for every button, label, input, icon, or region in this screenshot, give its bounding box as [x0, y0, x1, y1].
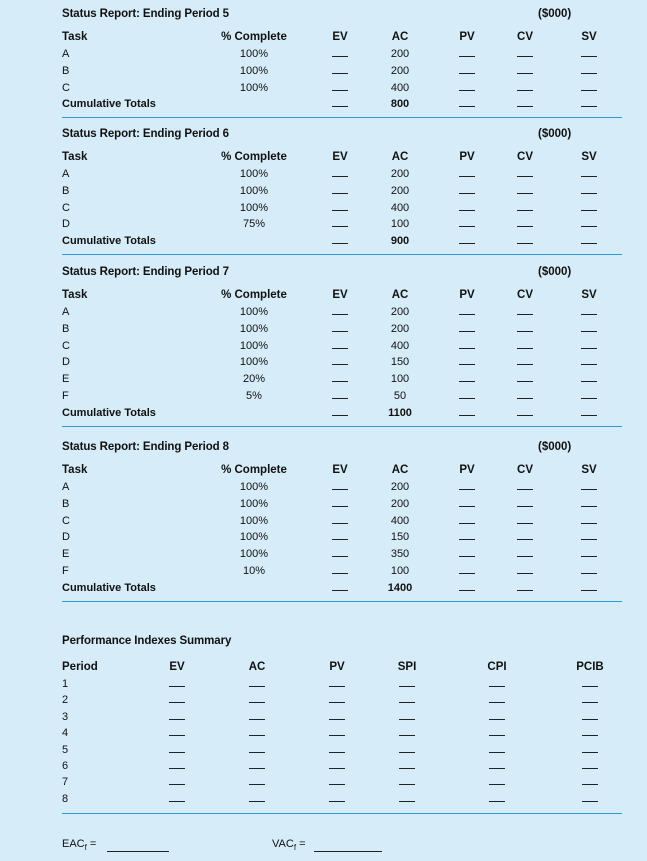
eac-forecast-equals: =	[86, 838, 97, 850]
blank-sv-line[interactable]	[581, 348, 597, 349]
blank-cv-line[interactable]	[517, 226, 533, 227]
blank-cv-line[interactable]	[517, 539, 533, 540]
header-pv: PV	[459, 31, 475, 43]
blank-pv-line[interactable]	[459, 243, 475, 244]
percent-complete: 75%	[242, 218, 266, 231]
header-cv: CV	[517, 31, 533, 43]
blank-cv-line[interactable]	[517, 243, 533, 244]
blank-cpi-line[interactable]	[489, 686, 505, 687]
summary-header-period: Period	[62, 661, 98, 673]
blank-ev-line[interactable]	[332, 573, 348, 574]
blank-pcib-line[interactable]	[582, 784, 598, 785]
blank-sv-line[interactable]	[581, 415, 597, 416]
blank-spi-line[interactable]	[399, 801, 415, 802]
blank-sv-line[interactable]	[581, 489, 597, 490]
blank-pv-line[interactable]	[329, 686, 345, 687]
blank-sv-line[interactable]	[581, 556, 597, 557]
blank-sv-line[interactable]	[581, 243, 597, 244]
percent-complete: 100%	[239, 48, 269, 60]
blank-cv-line[interactable]	[517, 590, 533, 591]
blank-ev-line[interactable]	[332, 506, 348, 507]
task-name: F	[62, 565, 69, 577]
cumulative-ac-total: 900	[390, 235, 410, 248]
report-title: Status Report: Ending Period 7	[62, 266, 229, 278]
blank-sv-line[interactable]	[581, 56, 597, 57]
percent-complete: 100%	[239, 497, 269, 510]
period-number: 4	[62, 727, 69, 740]
blank-pv-line[interactable]	[329, 784, 345, 785]
period-number: 8	[62, 792, 69, 805]
header-ac: AC	[391, 289, 409, 301]
cumulative-ac-total: 1400	[387, 581, 413, 594]
blank-spi-line[interactable]	[399, 768, 415, 769]
percent-complete: 100%	[239, 184, 269, 197]
blank-cpi-line[interactable]	[489, 735, 505, 736]
blank-ev-line[interactable]	[332, 415, 348, 416]
actual-cost-value: 100	[390, 218, 410, 231]
blank-pv-line[interactable]	[329, 702, 345, 703]
section-divider	[62, 426, 622, 427]
blank-ac-line[interactable]	[249, 752, 265, 753]
performance-indexes-summary	[62, 635, 622, 825]
actual-cost-value: 200	[390, 481, 410, 493]
blank-pcib-line[interactable]	[582, 752, 598, 753]
blank-pv-line[interactable]	[329, 768, 345, 769]
blank-sv-line[interactable]	[581, 90, 597, 91]
vac-forecast-label: VAC	[272, 838, 294, 850]
blank-cv-line[interactable]	[517, 331, 533, 332]
section-divider	[62, 117, 622, 118]
blank-cv-line[interactable]	[517, 73, 533, 74]
actual-cost-value: 50	[393, 390, 407, 402]
percent-complete: 100%	[239, 64, 269, 77]
blank-sv-line[interactable]	[581, 573, 597, 574]
blank-ev-line[interactable]	[332, 348, 348, 349]
actual-cost-value: 200	[390, 64, 410, 77]
actual-cost-value: 200	[390, 306, 410, 318]
blank-ev-line[interactable]	[169, 784, 185, 785]
percent-complete: 100%	[239, 81, 269, 94]
period-number: 3	[62, 710, 69, 723]
blank-ac-line[interactable]	[249, 784, 265, 785]
blank-ev-line[interactable]	[169, 735, 185, 736]
blank-sv-line[interactable]	[581, 73, 597, 74]
vac-forecast-subscript: f	[293, 843, 297, 853]
blank-cv-line[interactable]	[517, 523, 533, 524]
blank-sv-line[interactable]	[581, 314, 597, 315]
task-name: B	[62, 184, 70, 197]
cumulative-totals-label: Cumulative Totals	[62, 98, 156, 111]
blank-ac-line[interactable]	[249, 801, 265, 802]
actual-cost-value: 400	[390, 339, 410, 352]
blank-sv-line[interactable]	[581, 590, 597, 591]
blank-pcib-line[interactable]	[582, 686, 598, 687]
actual-cost-value: 200	[390, 322, 410, 335]
blank-pv-line[interactable]	[459, 415, 475, 416]
blank-cv-line[interactable]	[517, 489, 533, 490]
percent-complete: 100%	[239, 548, 269, 561]
blank-ac-line[interactable]	[249, 702, 265, 703]
header-pv: PV	[459, 151, 475, 163]
blank-sv-line[interactable]	[581, 398, 597, 399]
blank-pv-line[interactable]	[459, 590, 475, 591]
header-pv: PV	[459, 289, 475, 301]
task-name: C	[62, 514, 70, 527]
summary-title: Performance Indexes Summary	[62, 635, 232, 647]
blank-ev-line[interactable]	[169, 752, 185, 753]
actual-cost-value: 200	[390, 184, 410, 197]
percent-complete: 10%	[242, 565, 266, 577]
blank-ev-line[interactable]	[332, 489, 348, 490]
blank-ac-line[interactable]	[249, 686, 265, 687]
blank-cv-line[interactable]	[517, 176, 533, 177]
period-number: 2	[62, 694, 69, 707]
summary-header-ev: EV	[169, 661, 185, 673]
blank-pv-line[interactable]	[459, 539, 475, 540]
blank-pv-line[interactable]	[459, 210, 475, 211]
blank-sv-line[interactable]	[581, 506, 597, 507]
summary-header-ac: AC	[248, 661, 266, 673]
blank-pv-line[interactable]	[459, 176, 475, 177]
header-ac: AC	[391, 151, 409, 163]
period-number: 7	[62, 776, 69, 789]
header-ev: EV	[332, 31, 348, 43]
header-pv: PV	[459, 464, 475, 476]
summary-header-pv: PV	[329, 661, 345, 673]
percent-complete: 100%	[239, 201, 269, 214]
header-task: Task	[62, 151, 88, 163]
eac-forecast-subscript: f	[84, 843, 87, 853]
status-report-6	[62, 128, 622, 288]
blank-ev-line[interactable]	[332, 331, 348, 332]
header-sv: SV	[581, 464, 597, 476]
cumulative-ac-total: 1100	[388, 406, 412, 419]
blank-pv-line[interactable]	[459, 193, 475, 194]
header-ac: AC	[391, 31, 409, 43]
summary-header-spi: SPI	[397, 661, 417, 673]
report-title: Status Report: Ending Period 8	[62, 441, 229, 453]
actual-cost-value: 350	[390, 548, 410, 561]
blank-pv-line[interactable]	[459, 556, 475, 557]
header-task: Task	[62, 464, 88, 476]
task-name: A	[62, 481, 70, 493]
vac-forecast-blank-line[interactable]	[314, 851, 382, 852]
blank-pv-line[interactable]	[329, 719, 345, 720]
header-task: Task	[62, 31, 88, 43]
cumulative-ac-total: 800	[390, 98, 410, 111]
actual-cost-value: 200	[390, 497, 410, 510]
blank-pv-line[interactable]	[329, 801, 345, 802]
blank-pv-line[interactable]	[459, 314, 475, 315]
task-name: D	[62, 531, 70, 544]
header-sv: SV	[581, 31, 597, 43]
blank-pv-line[interactable]	[459, 506, 475, 507]
header-ac: AC	[391, 464, 409, 476]
blank-sv-line[interactable]	[581, 106, 597, 107]
vac-forecast	[272, 838, 306, 852]
blank-cpi-line[interactable]	[489, 752, 505, 753]
blank-ev-line[interactable]	[332, 398, 348, 399]
blank-cv-line[interactable]	[517, 56, 533, 57]
blank-ev-line[interactable]	[169, 686, 185, 687]
section-divider	[62, 601, 622, 602]
blank-ev-line[interactable]	[332, 73, 348, 74]
blank-spi-line[interactable]	[399, 686, 415, 687]
blank-cv-line[interactable]	[517, 573, 533, 574]
actual-cost-value: 150	[390, 356, 410, 369]
blank-spi-line[interactable]	[399, 752, 415, 753]
blank-sv-line[interactable]	[581, 539, 597, 540]
blank-pv-line[interactable]	[459, 73, 475, 74]
percent-complete: 100%	[239, 514, 269, 527]
task-name: D	[62, 218, 70, 231]
blank-spi-line[interactable]	[399, 702, 415, 703]
blank-ev-line[interactable]	[169, 801, 185, 802]
blank-sv-line[interactable]	[581, 226, 597, 227]
actual-cost-value: 200	[390, 168, 410, 180]
period-number: 5	[62, 743, 69, 756]
blank-cpi-line[interactable]	[489, 784, 505, 785]
blank-cv-line[interactable]	[517, 90, 533, 91]
blank-sv-line[interactable]	[581, 331, 597, 332]
blank-pv-line[interactable]	[459, 56, 475, 57]
blank-sv-line[interactable]	[581, 210, 597, 211]
blank-cv-line[interactable]	[517, 348, 533, 349]
worksheet-page	[62, 0, 622, 861]
cumulative-totals-label: Cumulative Totals	[62, 406, 156, 419]
blank-ev-line[interactable]	[332, 539, 348, 540]
blank-cv-line[interactable]	[517, 106, 533, 107]
blank-pv-line[interactable]	[459, 331, 475, 332]
blank-ev-line[interactable]	[332, 193, 348, 194]
percent-complete: 100%	[239, 481, 269, 493]
task-name: E	[62, 548, 70, 561]
blank-pv-line[interactable]	[459, 573, 475, 574]
blank-ev-line[interactable]	[332, 106, 348, 107]
task-name: C	[62, 201, 70, 214]
blank-pv-line[interactable]	[459, 523, 475, 524]
blank-ac-line[interactable]	[249, 719, 265, 720]
actual-cost-value: 400	[390, 514, 410, 527]
blank-pv-line[interactable]	[459, 398, 475, 399]
header-cv: CV	[517, 151, 533, 163]
blank-pv-line[interactable]	[459, 489, 475, 490]
blank-sv-line[interactable]	[581, 381, 597, 382]
header-sv: SV	[581, 289, 597, 301]
report-title: Status Report: Ending Period 5	[62, 8, 229, 20]
blank-cv-line[interactable]	[517, 398, 533, 399]
task-name: B	[62, 64, 70, 77]
header-task: Task	[62, 289, 88, 301]
percent-complete: 100%	[239, 531, 269, 544]
blank-ev-line[interactable]	[332, 226, 348, 227]
actual-cost-value: 100	[390, 565, 410, 577]
blank-cv-line[interactable]	[517, 506, 533, 507]
header-ev: EV	[332, 289, 348, 301]
blank-pv-line[interactable]	[459, 90, 475, 91]
blank-ev-line[interactable]	[332, 90, 348, 91]
status-report-8	[62, 441, 622, 601]
blank-pv-line[interactable]	[459, 381, 475, 382]
blank-ev-line[interactable]	[169, 768, 185, 769]
blank-sv-line[interactable]	[581, 193, 597, 194]
eac-forecast-blank-line[interactable]	[107, 851, 169, 852]
blank-sv-line[interactable]	[581, 364, 597, 365]
task-name: C	[62, 339, 70, 352]
blank-sv-line[interactable]	[581, 523, 597, 524]
task-name: D	[62, 356, 70, 369]
blank-sv-line[interactable]	[581, 176, 597, 177]
eac-forecast-label: EAC	[62, 838, 85, 850]
blank-pv-line[interactable]	[459, 106, 475, 107]
blank-ev-line[interactable]	[332, 243, 348, 244]
header-sv: SV	[581, 151, 597, 163]
header-complete: % Complete	[221, 31, 287, 43]
percent-complete: 20%	[242, 373, 266, 386]
blank-pcib-line[interactable]	[582, 719, 598, 720]
blank-cv-line[interactable]	[517, 314, 533, 315]
blank-pcib-line[interactable]	[582, 801, 598, 802]
blank-pv-line[interactable]	[459, 364, 475, 365]
blank-cv-line[interactable]	[517, 381, 533, 382]
header-complete: % Complete	[221, 464, 287, 476]
summary-header-pcib: PCIB	[576, 661, 604, 673]
percent-complete: 5%	[246, 390, 262, 402]
header-ev: EV	[332, 151, 348, 163]
blank-ev-line[interactable]	[169, 719, 185, 720]
blank-ev-line[interactable]	[332, 314, 348, 315]
period-number: 1	[62, 678, 69, 690]
task-name: A	[62, 168, 70, 180]
blank-ac-line[interactable]	[249, 735, 265, 736]
task-name: B	[62, 322, 70, 335]
blank-cpi-line[interactable]	[489, 702, 505, 703]
blank-pcib-line[interactable]	[582, 768, 598, 769]
percent-complete: 100%	[239, 322, 269, 335]
blank-cpi-line[interactable]	[489, 719, 505, 720]
section-divider	[62, 254, 622, 255]
task-name: C	[62, 81, 70, 94]
task-name: F	[62, 390, 69, 402]
blank-cv-line[interactable]	[517, 193, 533, 194]
actual-cost-value: 400	[390, 81, 410, 94]
cumulative-totals-label: Cumulative Totals	[62, 235, 156, 248]
blank-ac-line[interactable]	[249, 768, 265, 769]
unit-label: ($000)	[538, 441, 572, 453]
percent-complete: 100%	[239, 339, 269, 352]
blank-ev-line[interactable]	[332, 590, 348, 591]
actual-cost-value: 150	[390, 531, 410, 544]
blank-spi-line[interactable]	[399, 735, 415, 736]
blank-cv-line[interactable]	[517, 415, 533, 416]
actual-cost-value: 400	[390, 201, 410, 214]
actual-cost-value: 100	[390, 373, 410, 386]
blank-pv-line[interactable]	[329, 752, 345, 753]
blank-ev-line[interactable]	[332, 556, 348, 557]
header-ev: EV	[332, 464, 348, 476]
period-number: 6	[62, 760, 69, 772]
blank-pv-line[interactable]	[459, 348, 475, 349]
blank-pcib-line[interactable]	[582, 735, 598, 736]
header-cv: CV	[517, 464, 533, 476]
blank-ev-line[interactable]	[332, 56, 348, 57]
blank-ev-line[interactable]	[332, 364, 348, 365]
blank-ev-line[interactable]	[332, 381, 348, 382]
report-title: Status Report: Ending Period 6	[62, 128, 229, 140]
percent-complete: 100%	[239, 356, 269, 369]
actual-cost-value: 200	[390, 48, 410, 60]
task-name: A	[62, 48, 70, 60]
task-name: E	[62, 373, 70, 386]
blank-cpi-line[interactable]	[489, 768, 505, 769]
task-name: A	[62, 306, 70, 318]
summary-header-cpi: CPI	[487, 661, 507, 673]
blank-cpi-line[interactable]	[489, 801, 505, 802]
blank-ev-line[interactable]	[332, 210, 348, 211]
unit-label: ($000)	[538, 8, 572, 20]
summary-divider	[62, 813, 622, 814]
eac-forecast	[62, 838, 96, 852]
blank-spi-line[interactable]	[399, 784, 415, 785]
blank-ev-line[interactable]	[169, 702, 185, 703]
unit-label: ($000)	[538, 266, 572, 278]
percent-complete: 100%	[239, 168, 269, 180]
vac-forecast-equals: =	[296, 838, 306, 850]
header-cv: CV	[517, 289, 533, 301]
blank-ev-line[interactable]	[332, 523, 348, 524]
unit-label: ($000)	[538, 128, 572, 140]
blank-spi-line[interactable]	[399, 719, 415, 720]
status-report-7	[62, 266, 622, 426]
header-complete: % Complete	[221, 289, 287, 301]
blank-pv-line[interactable]	[329, 735, 345, 736]
cumulative-totals-label: Cumulative Totals	[62, 581, 156, 594]
blank-cv-line[interactable]	[517, 364, 533, 365]
percent-complete: 100%	[239, 306, 269, 318]
blank-pcib-line[interactable]	[582, 702, 598, 703]
blank-pv-line[interactable]	[459, 226, 475, 227]
task-name: B	[62, 497, 70, 510]
blank-cv-line[interactable]	[517, 556, 533, 557]
header-complete: % Complete	[221, 151, 287, 163]
blank-cv-line[interactable]	[517, 210, 533, 211]
blank-ev-line[interactable]	[332, 176, 348, 177]
